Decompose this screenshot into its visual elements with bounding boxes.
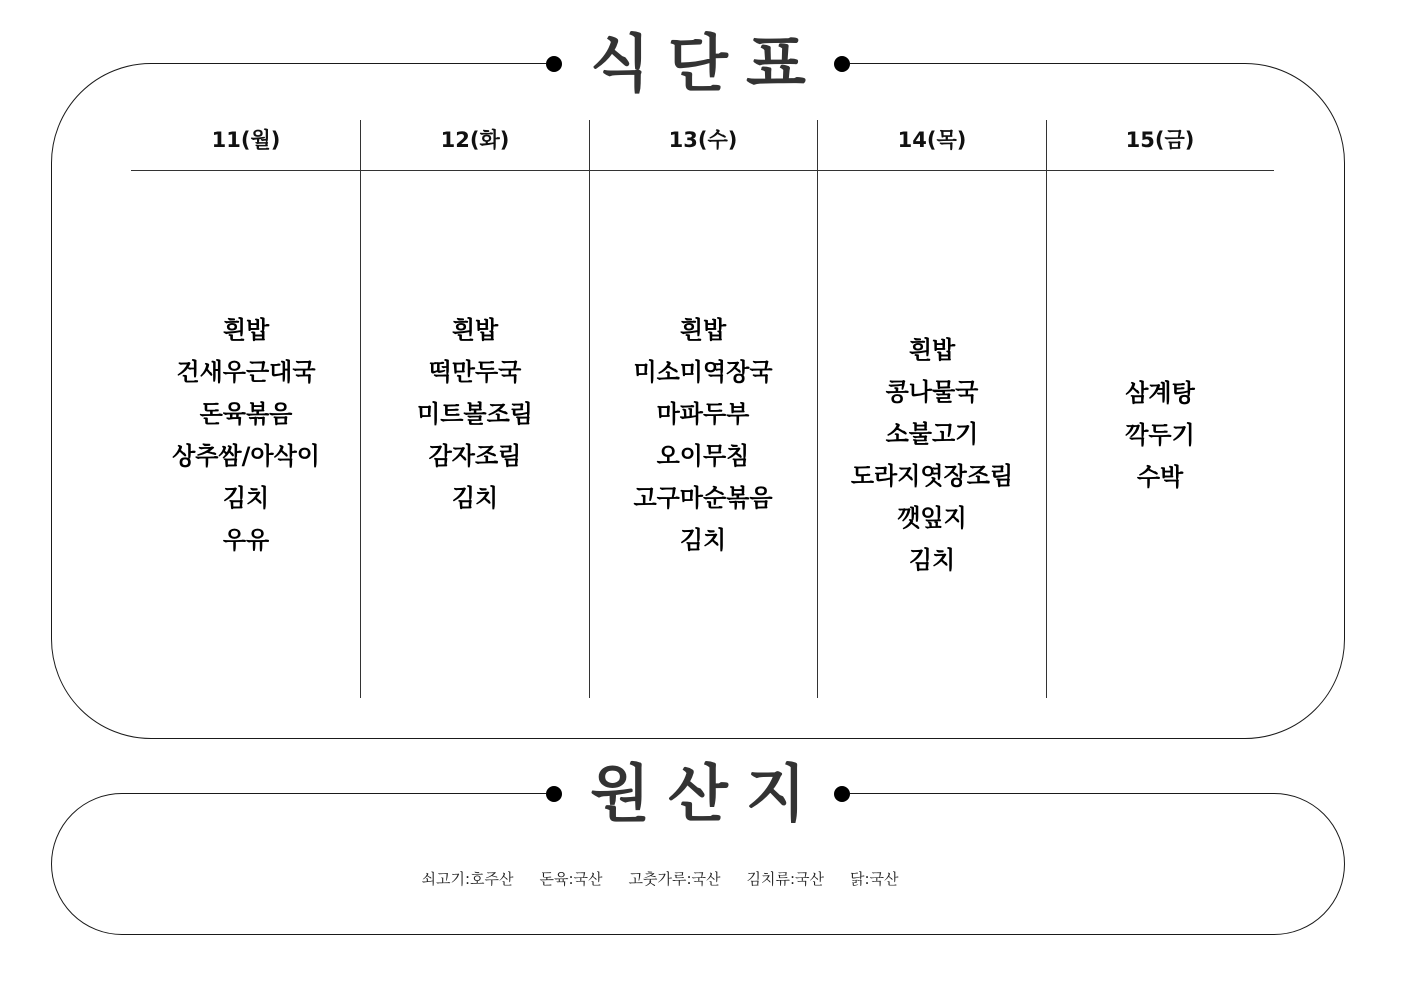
dish-item: 미소미역장국 (633, 358, 773, 386)
dish-item: 흰밥 (908, 336, 956, 364)
header-divider (131, 170, 1274, 171)
day-menu-tue (361, 172, 589, 698)
dish-item: 돈육볶음 (199, 400, 293, 428)
origin-title: 원산지 (590, 757, 824, 830)
day-menu-wed (589, 172, 817, 698)
title-left-dot (546, 786, 562, 802)
origin-item: 돈육:국산 (539, 870, 603, 888)
dish-item: 오이무침 (656, 442, 750, 470)
dish-item: 떡만두국 (428, 358, 522, 386)
title-right-dot (834, 56, 850, 72)
dish-item: 미트볼조림 (417, 400, 533, 428)
origin-item: 쇠고기:호주산 (421, 870, 514, 888)
dish-item: 수박 (1136, 463, 1184, 491)
dish-item: 우유 (222, 526, 270, 554)
dish-item: 소불고기 (885, 420, 979, 448)
dish-item: 흰밥 (451, 316, 499, 344)
dish-item: 깻잎지 (897, 504, 967, 532)
dish-item: 고구마순볶음 (633, 484, 773, 512)
day-menu-mon (132, 172, 360, 698)
day-header-mon: 11(월) (211, 128, 281, 152)
day-menu-fri (1046, 172, 1274, 698)
dish-item: 김치 (679, 526, 727, 554)
dish-item: 감자조림 (428, 442, 522, 470)
dish-item: 김치 (451, 484, 499, 512)
dish-item: 마파두부 (656, 400, 750, 428)
dish-item: 흰밥 (222, 316, 270, 344)
day-header-fri: 15(금) (1125, 128, 1195, 152)
menu-title-banner (546, 24, 850, 104)
dish-item: 건새우근대국 (176, 358, 316, 386)
dish-item: 김치 (222, 484, 270, 512)
dish-item: 콩나물국 (885, 378, 979, 406)
day-menu-thu (818, 192, 1046, 718)
dish-item: 삼계탕 (1125, 379, 1195, 407)
origin-title-banner (546, 754, 850, 834)
origin-item: 닭:국산 (850, 870, 899, 888)
title-left-dot (546, 56, 562, 72)
dish-item: 상추쌈/아삭이 (172, 442, 320, 470)
day-header-wed: 13(수) (668, 128, 738, 152)
menu-title: 식단표 (590, 27, 824, 100)
dish-item: 도라지엿장조림 (850, 462, 1014, 490)
dish-item: 깍두기 (1125, 421, 1195, 449)
title-right-dot (834, 786, 850, 802)
origin-item: 김치류:국산 (746, 870, 824, 888)
origin-list (380, 865, 940, 893)
day-header-tue: 12(화) (440, 128, 510, 152)
dish-item: 흰밥 (679, 316, 727, 344)
dish-item: 김치 (908, 546, 956, 574)
day-header-thu: 14(목) (897, 128, 967, 152)
origin-item: 고춧가루:국산 (628, 870, 721, 888)
